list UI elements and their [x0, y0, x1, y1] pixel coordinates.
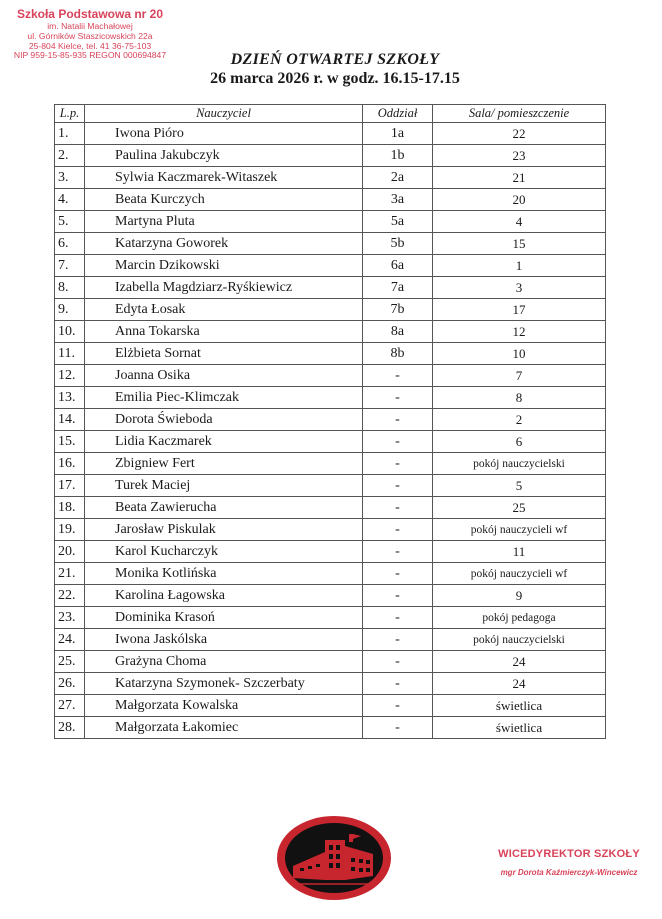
class-value: - — [363, 629, 433, 651]
teacher-name: Grażyna Choma — [85, 651, 363, 673]
school-stamp — [4, 8, 176, 61]
row-number: 6. — [55, 233, 85, 255]
table-row — [55, 629, 606, 651]
table-row — [55, 409, 606, 431]
signature-role: WICEDYREKTOR SZKOŁY — [498, 848, 640, 860]
class-value: - — [363, 365, 433, 387]
column-header-lp: L.p. — [55, 105, 85, 123]
row-number: 9. — [55, 299, 85, 321]
room-value: 9 — [433, 585, 606, 607]
teacher-name: Martyna Pluta — [85, 211, 363, 233]
row-number: 5. — [55, 211, 85, 233]
room-value: świetlica — [433, 717, 606, 739]
room-value: 6 — [433, 431, 606, 453]
teacher-name: Paulina Jakubczyk — [85, 145, 363, 167]
class-value: 5a — [363, 211, 433, 233]
row-number: 21. — [55, 563, 85, 585]
teacher-name: Lidia Kaczmarek — [85, 431, 363, 453]
signature-stamp — [494, 848, 644, 877]
class-value: 5b — [363, 233, 433, 255]
table-row — [55, 189, 606, 211]
table-row — [55, 695, 606, 717]
table-header-row — [55, 105, 606, 123]
teacher-name: Iwona Pióro — [85, 123, 363, 145]
table-row — [55, 123, 606, 145]
table-row — [55, 343, 606, 365]
room-value: 7 — [433, 365, 606, 387]
row-number: 19. — [55, 519, 85, 541]
room-value: 8 — [433, 387, 606, 409]
class-value: - — [363, 717, 433, 739]
class-value: - — [363, 475, 433, 497]
teacher-name: Katarzyna Szymonek- Szczerbaty — [85, 673, 363, 695]
teacher-name: Beata Zawierucha — [85, 497, 363, 519]
room-value: 23 — [433, 145, 606, 167]
row-number: 2. — [55, 145, 85, 167]
room-value: świetlica — [433, 695, 606, 717]
table-row — [55, 607, 606, 629]
room-value: 10 — [433, 343, 606, 365]
table-row — [55, 255, 606, 277]
room-value: 24 — [433, 673, 606, 695]
row-number: 22. — [55, 585, 85, 607]
teacher-name: Karolina Łagowska — [85, 585, 363, 607]
row-number: 8. — [55, 277, 85, 299]
table-row — [55, 167, 606, 189]
table-row — [55, 365, 606, 387]
room-value: 15 — [433, 233, 606, 255]
class-value: 6a — [363, 255, 433, 277]
room-value: 12 — [433, 321, 606, 343]
class-value: - — [363, 431, 433, 453]
room-value: 5 — [433, 475, 606, 497]
row-number: 24. — [55, 629, 85, 651]
class-value: - — [363, 519, 433, 541]
table-row — [55, 519, 606, 541]
row-number: 18. — [55, 497, 85, 519]
class-value: 3a — [363, 189, 433, 211]
class-value: - — [363, 387, 433, 409]
teacher-name: Iwona Jaskólska — [85, 629, 363, 651]
teacher-name: Izabella Magdziarz-Ryśkiewicz — [85, 277, 363, 299]
column-header-room: Sala/ pomieszczenie — [433, 105, 606, 123]
room-value: 3 — [433, 277, 606, 299]
room-value: pokój nauczycielski — [433, 629, 606, 651]
table-row — [55, 387, 606, 409]
table-row — [55, 541, 606, 563]
table-row — [55, 497, 606, 519]
teacher-name: Katarzyna Goworek — [85, 233, 363, 255]
room-value: 22 — [433, 123, 606, 145]
table-row — [55, 717, 606, 739]
row-number: 12. — [55, 365, 85, 387]
room-value: 2 — [433, 409, 606, 431]
teacher-room-table — [54, 104, 606, 739]
row-number: 13. — [55, 387, 85, 409]
table-row — [55, 431, 606, 453]
stamp-school-name: Szkoła Podstawowa nr 20 — [16, 7, 164, 21]
room-value: 1 — [433, 255, 606, 277]
class-value: 7b — [363, 299, 433, 321]
room-value: 4 — [433, 211, 606, 233]
signature-person: mgr Dorota Kaźmierczyk-Wincewicz — [500, 868, 638, 877]
room-value: 21 — [433, 167, 606, 189]
class-value: - — [363, 607, 433, 629]
teacher-name: Marcin Dzikowski — [85, 255, 363, 277]
table-row — [55, 233, 606, 255]
class-value: - — [363, 453, 433, 475]
class-value: - — [363, 673, 433, 695]
class-value: 1b — [363, 145, 433, 167]
teacher-name: Beata Kurczych — [85, 189, 363, 211]
room-value: pokój nauczycieli wf — [433, 563, 606, 585]
room-value: 24 — [433, 651, 606, 673]
class-value: 2a — [363, 167, 433, 189]
table-row — [55, 651, 606, 673]
room-value: pokój nauczycieli wf — [433, 519, 606, 541]
row-number: 7. — [55, 255, 85, 277]
teacher-name: Zbigniew Fert — [85, 453, 363, 475]
table-row — [55, 211, 606, 233]
class-value: - — [363, 563, 433, 585]
row-number: 15. — [55, 431, 85, 453]
document-subtitle: 26 marca 2026 r. w godz. 16.15-17.15 — [210, 70, 460, 88]
room-value: 11 — [433, 541, 606, 563]
class-value: 8b — [363, 343, 433, 365]
teacher-name: Joanna Osika — [85, 365, 363, 387]
teacher-name: Karol Kucharczyk — [85, 541, 363, 563]
table-body — [55, 123, 606, 739]
table-row — [55, 673, 606, 695]
stamp-line: im. Natalii Machałowej — [47, 20, 133, 31]
class-value: - — [363, 497, 433, 519]
row-number: 28. — [55, 717, 85, 739]
row-number: 1. — [55, 123, 85, 145]
teacher-name: Turek Maciej — [85, 475, 363, 497]
table-row — [55, 277, 606, 299]
stamp-line: NIP 959-15-85-935 REGON 000694847 — [13, 50, 167, 61]
room-value: pokój nauczycielski — [433, 453, 606, 475]
teacher-name: Jarosław Piskulak — [85, 519, 363, 541]
row-number: 17. — [55, 475, 85, 497]
row-number: 16. — [55, 453, 85, 475]
class-value: - — [363, 695, 433, 717]
teacher-name: Edyta Łosak — [85, 299, 363, 321]
class-value: - — [363, 651, 433, 673]
row-number: 20. — [55, 541, 85, 563]
teacher-name: Emilia Piec-Klimczak — [85, 387, 363, 409]
table-row — [55, 585, 606, 607]
class-value: 8a — [363, 321, 433, 343]
room-value: 25 — [433, 497, 606, 519]
class-value: - — [363, 541, 433, 563]
school-building-logo-icon — [275, 814, 393, 902]
row-number: 14. — [55, 409, 85, 431]
row-number: 10. — [55, 321, 85, 343]
class-value: - — [363, 585, 433, 607]
row-number: 4. — [55, 189, 85, 211]
table-row — [55, 563, 606, 585]
room-value: 17 — [433, 299, 606, 321]
stamp-line: 25-804 Kielce, tel. 41 36-75-103 — [28, 40, 152, 51]
teacher-name: Monika Kotlińska — [85, 563, 363, 585]
table-row — [55, 299, 606, 321]
class-value: 1a — [363, 123, 433, 145]
row-number: 3. — [55, 167, 85, 189]
document-title: DZIEŃ OTWARTEJ SZKOŁY — [230, 51, 440, 68]
table-row — [55, 475, 606, 497]
row-number: 25. — [55, 651, 85, 673]
column-header-class: Oddział — [363, 105, 433, 123]
document-header — [170, 50, 500, 88]
row-number: 23. — [55, 607, 85, 629]
teacher-name: Małgorzata Łakomiec — [85, 717, 363, 739]
table-row — [55, 321, 606, 343]
teacher-name: Dorota Świeboda — [85, 409, 363, 431]
stamp-line: ul. Górników Staszicowskich 22a — [27, 30, 153, 41]
class-value: - — [363, 409, 433, 431]
table-row — [55, 145, 606, 167]
room-value: 20 — [433, 189, 606, 211]
teacher-name: Elżbieta Sornat — [85, 343, 363, 365]
teacher-name: Małgorzata Kowalska — [85, 695, 363, 717]
class-value: 7a — [363, 277, 433, 299]
row-number: 27. — [55, 695, 85, 717]
column-header-teacher: Nauczyciel — [85, 105, 363, 123]
teacher-name: Anna Tokarska — [85, 321, 363, 343]
teacher-name: Sylwia Kaczmarek-Witaszek — [85, 167, 363, 189]
teacher-name: Dominika Krasoń — [85, 607, 363, 629]
room-value: pokój pedagoga — [433, 607, 606, 629]
row-number: 11. — [55, 343, 85, 365]
row-number: 26. — [55, 673, 85, 695]
table-row — [55, 453, 606, 475]
